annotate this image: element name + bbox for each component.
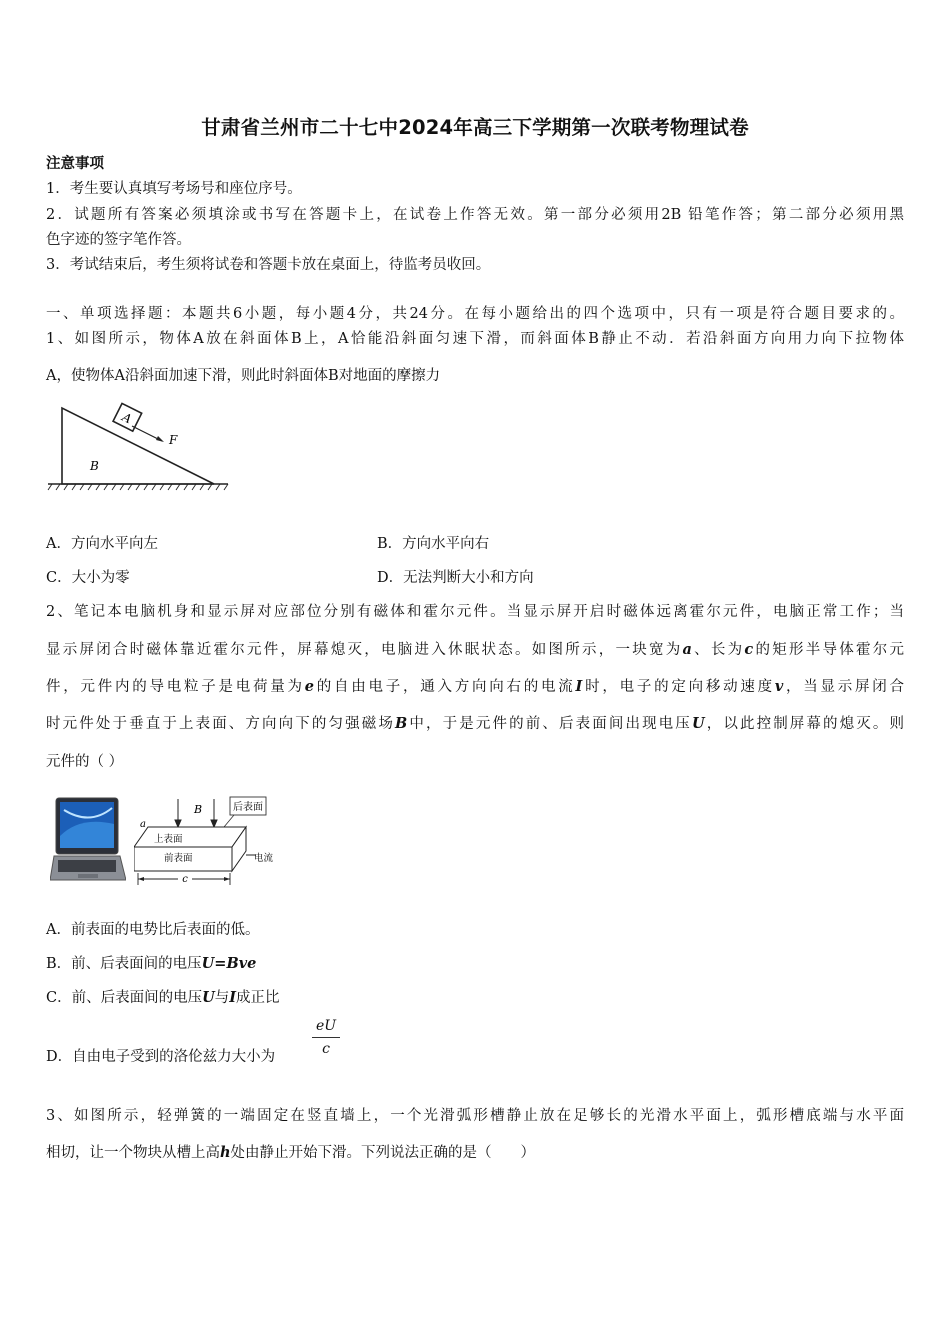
- notice-item-3: 3．考试结束后，考生须将试卷和答题卡放在桌面上，待监考员收回。: [46, 257, 491, 273]
- q2-option-c[interactable]: C．前、后表面间的电压U与I成正比: [46, 989, 280, 1006]
- q2-text-line2: 显示屏闭合时磁体靠近霍尔元件，屏幕熄灭，电脑进入休眠状态。如图所示，一块宽为a、长为c的矩形半导体霍尔元: [46, 641, 904, 658]
- q1-text-line1: 1、如图所示，物体A放在斜面体B上，A恰能沿斜面匀速下滑，而斜面体B静止不动．若沿斜面方向用力向下拉物体: [46, 331, 904, 347]
- force-label: F: [169, 433, 178, 447]
- current-label: 电流: [254, 853, 274, 864]
- q1-text-line2: A，使物体A沿斜面加速下滑，则此时斜面体B对地面的摩擦力: [46, 368, 441, 384]
- q1-option-a[interactable]: A．方向水平向左: [46, 536, 158, 552]
- q1-option-c[interactable]: C．大小为零: [46, 570, 130, 586]
- notice-item-2-cont: 色字迹的签字笔作答。: [46, 232, 191, 248]
- q2-text-line3: 件，元件内的导电粒子是电荷量为e的自由电子，通入方向向右的电流I时，电子的定向移动速度v，当显示屏闭合: [46, 678, 905, 695]
- block-a: [113, 403, 142, 431]
- front-surface-label: 前表面: [164, 853, 193, 864]
- ground-hatch: [48, 484, 228, 490]
- q2-text-line5: 元件的（ ）: [46, 754, 124, 770]
- notice-item-2: 2．试题所有答案必须填涂或书写在答题卡上，在试卷上作答无效。第一部分必须用2B 铅笔作答；第二部分必须用黑: [46, 207, 904, 223]
- laptop-image: [50, 796, 126, 886]
- fraction-eu-over-c: $\frac{eU}{c}$: [312, 1018, 340, 1057]
- q2-option-d[interactable]: D．自由电子受到的洛伦兹力大小为: [46, 1049, 276, 1065]
- q2-text-line4: 时元件处于垂直于上表面、方向向下的匀强磁场B中，于是元件的前、后表面间出现电压U，以此控制屏幕的熄灭。则: [46, 715, 905, 732]
- q1-option-b[interactable]: B．方向水平向右: [377, 536, 490, 552]
- q2-text-line1: 2、笔记本电脑机身和显示屏对应部位分别有磁体和霍尔元件。当显示屏开启时磁体远离霍尔元件，电脑正常工作；当: [46, 604, 904, 620]
- top-surface-label: 上表面: [154, 834, 183, 845]
- incline-figure: [44, 398, 234, 494]
- svg-text:A: A: [119, 409, 134, 427]
- field-label: B: [194, 803, 203, 816]
- length-label: c: [182, 874, 188, 885]
- q1-option-d[interactable]: D．无法判断大小和方向: [377, 570, 534, 586]
- q3-text-line1: 3、如图所示，轻弹簧的一端固定在竖直墙上，一个光滑弧形槽静止放在足够长的光滑水平面上，弧形槽底端与水平面: [46, 1108, 904, 1124]
- width-label: a: [140, 819, 146, 830]
- section-heading: 一、单项选择题：本题共6小题，每小题4分，共24分。在每小题给出的四个选项中，只有一项是符合题目要求的。: [46, 306, 904, 322]
- notice-item-1: 1．考生要认真填写考场号和座位序号。: [46, 181, 302, 197]
- notice-heading: 注意事项: [46, 155, 104, 172]
- q3-text-line2: 相切，让一个物块从槽上高h处由静止开始下滑。下列说法正确的是（ ）: [46, 1144, 536, 1161]
- hall-element-figure: [134, 795, 280, 887]
- back-surface-label: 后表面: [233, 802, 263, 813]
- force-arrow: [156, 436, 164, 442]
- q2-option-b[interactable]: B．前、后表面间的电压U=Bve: [46, 955, 257, 972]
- page-title: 甘肃省兰州市二十七中2024年高三下学期第一次联考物理试卷: [201, 116, 749, 139]
- q2-option-a[interactable]: A．前表面的电势比后表面的低。: [46, 922, 260, 938]
- incline-label: B: [90, 459, 99, 473]
